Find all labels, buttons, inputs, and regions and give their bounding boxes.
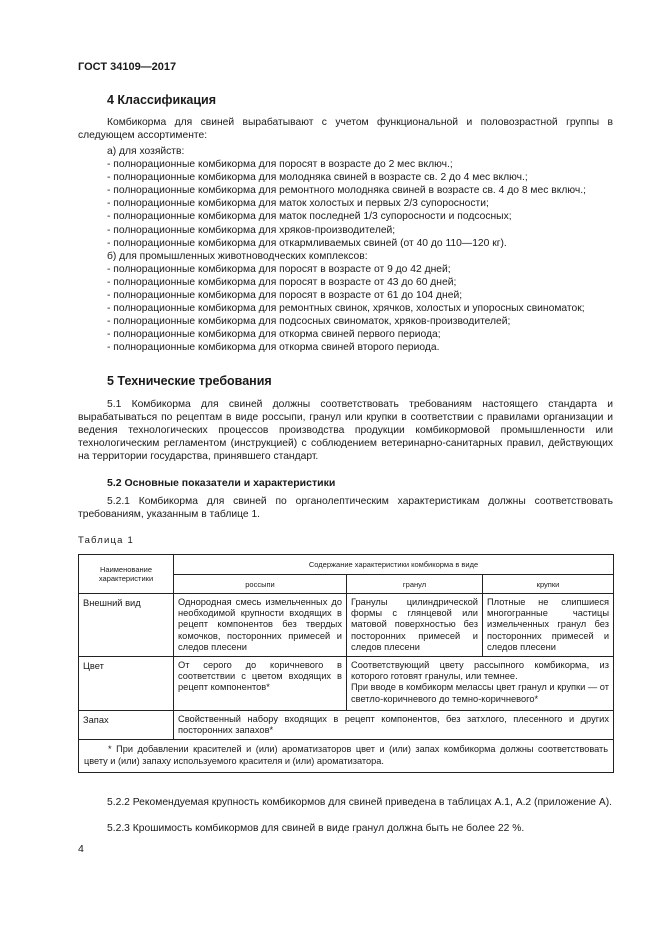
cell-color-pellets-crumbs xyxy=(347,657,614,711)
paragraph-5-2-2: 5.2.2 Рекомендуемая крупность комбикормов для свиней приведена в таблицах А.1, А.2 (приложение А). xyxy=(107,797,613,808)
cell-color-loose: От серого до коричневого в соответствии с цветом входящих в рецепт компонентов* xyxy=(174,657,347,711)
column-header-loose: россыпи xyxy=(174,575,347,594)
group-a-label: а) для хозяйств: xyxy=(107,146,185,157)
table-row xyxy=(79,594,614,657)
cell-color-text-1: Соответствующий цвету рассыпного комбикорма, из которого готовят гранулы, или темнее. xyxy=(351,660,610,682)
cell-appearance-crumbs: Плотные не слипшиеся многогранные частицы измельченных гранул без посторонних примесей и следов плесени xyxy=(483,594,614,657)
list-item: - полнорационные комбикорма для ремонтных свинок, хрячков, холостых и упоросных свиноматок; xyxy=(107,303,585,315)
cell-smell-all: Свойственный набору входящих в рецепт компонентов, без затхлого, плесенного и других посторонних запахов* xyxy=(174,711,614,740)
row-label-color: Цвет xyxy=(79,657,174,711)
cell-appearance-loose: Однородная смесь измельченных до необходимой крупности входящих в рецепт компонентов без твердых комочков, посторонних примесей и следов плесени xyxy=(174,594,347,657)
table-1 xyxy=(78,554,614,773)
list-item: - полнорационные комбикорма для ремонтного молодняка свиней в возрасте св. 4 до 8 мес включ.; xyxy=(107,185,586,197)
subsection-5-2-title: 5.2 Основные показатели и характеристики xyxy=(107,477,336,489)
column-header-name: Наименование характеристики xyxy=(79,555,174,594)
list-item: - полнорационные комбикорма для хряков-производителей; xyxy=(107,224,396,236)
classification-list xyxy=(78,145,618,355)
list-item: - полнорационные комбикорма для откармливаемых свиней (от 40 до 110—120 кг). xyxy=(107,237,507,249)
section-5-title: 5 Технические требования xyxy=(107,374,272,388)
page-number: 4 xyxy=(78,843,84,855)
paragraph-5-1: 5.1 Комбикорма для свиней должны соответствовать требованиям настоящего стандарта и вырабатываться по рецептам в виде россыпи, гранул или крупки в соответствии с правилами организации и ведения технологических процессов производства продукции комбикормовой промышленности или технологическим регламентом (инструкцией) с соблюдением ветеринарно-санитарных правил, действующих на территории государства, принявшего стандарт. xyxy=(78,399,613,463)
row-label-appearance: Внешний вид xyxy=(79,594,174,657)
list-item: - полнорационные комбикорма для откорма свиней второго периода. xyxy=(107,342,440,354)
list-item: - полнорационные комбикорма для откорма свиней первого периода; xyxy=(107,329,441,341)
column-header-group: Содержание характеристики комбикорма в виде xyxy=(174,555,614,575)
table-row xyxy=(79,657,614,711)
group-b-label: б) для промышленных животноводческих комплексов: xyxy=(107,250,368,262)
list-item: - полнорационные комбикорма для маток последней 1/3 супоросности и подсосных; xyxy=(107,211,512,223)
column-header-pellets: гранул xyxy=(347,575,483,594)
paragraph-5-2-3: 5.2.3 Крошимость комбикормов для свиней в виде гранул должна быть не более 22 %. xyxy=(107,823,525,834)
table-row xyxy=(79,711,614,740)
section-4-title: 4 Классификация xyxy=(107,93,217,107)
section-4-intro: Комбикорма для свиней вырабатывают с учетом функциональной и половозрастной группы в следующем ассортименте: xyxy=(78,117,613,142)
list-item: - полнорационные комбикорма для поросят в возрасте от 43 до 60 дней; xyxy=(107,276,457,288)
row-label-smell: Запах xyxy=(79,711,174,740)
list-item: - полнорационные комбикорма для поросят в возрасте от 9 до 42 дней; xyxy=(107,263,451,275)
list-item: - полнорационные комбикорма для маток холостых и первых 2/3 супоросности; xyxy=(107,198,489,210)
list-item: - полнорационные комбикорма для поросят в возрасте от 61 до 104 дней; xyxy=(107,290,463,302)
table-caption: Таблица 1 xyxy=(78,535,134,546)
cell-color-text-2: При вводе в комбикорм мелассы цвет гранул и крупки — от светло-коричневого до темно-коричневого* xyxy=(351,682,610,704)
list-item: - полнорационные комбикорма для подсосных свиноматок, хряков-производителей; xyxy=(107,316,511,328)
list-item: - полнорационные комбикорма для молодняка свиней в возрасте св. 2 до 4 мес включ.; xyxy=(107,172,528,184)
paragraph-5-2-1: 5.2.1 Комбикорма для свиней по органолептическим характеристикам должны соответствовать требованиям, указанным в таблице 1. xyxy=(78,496,613,521)
table-footnote: * При добавлении красителей и (или) ароматизаторов цвет и (или) запах комбикорма должны соответствовать цвету и (или) запаху используемого красителя и (или) ароматизатора. xyxy=(79,740,614,772)
column-header-crumbs: крупки xyxy=(483,575,614,594)
document-header: ГОСТ 34109—2017 xyxy=(78,61,177,73)
table-row xyxy=(79,740,614,772)
cell-appearance-pellets: Гранулы цилиндрической формы с глянцевой или матовой поверхностью без посторонних примесей и следов плесени xyxy=(347,594,483,657)
list-item: - полнорационные комбикорма для поросят в возрасте до 2 мес включ.; xyxy=(107,159,453,171)
